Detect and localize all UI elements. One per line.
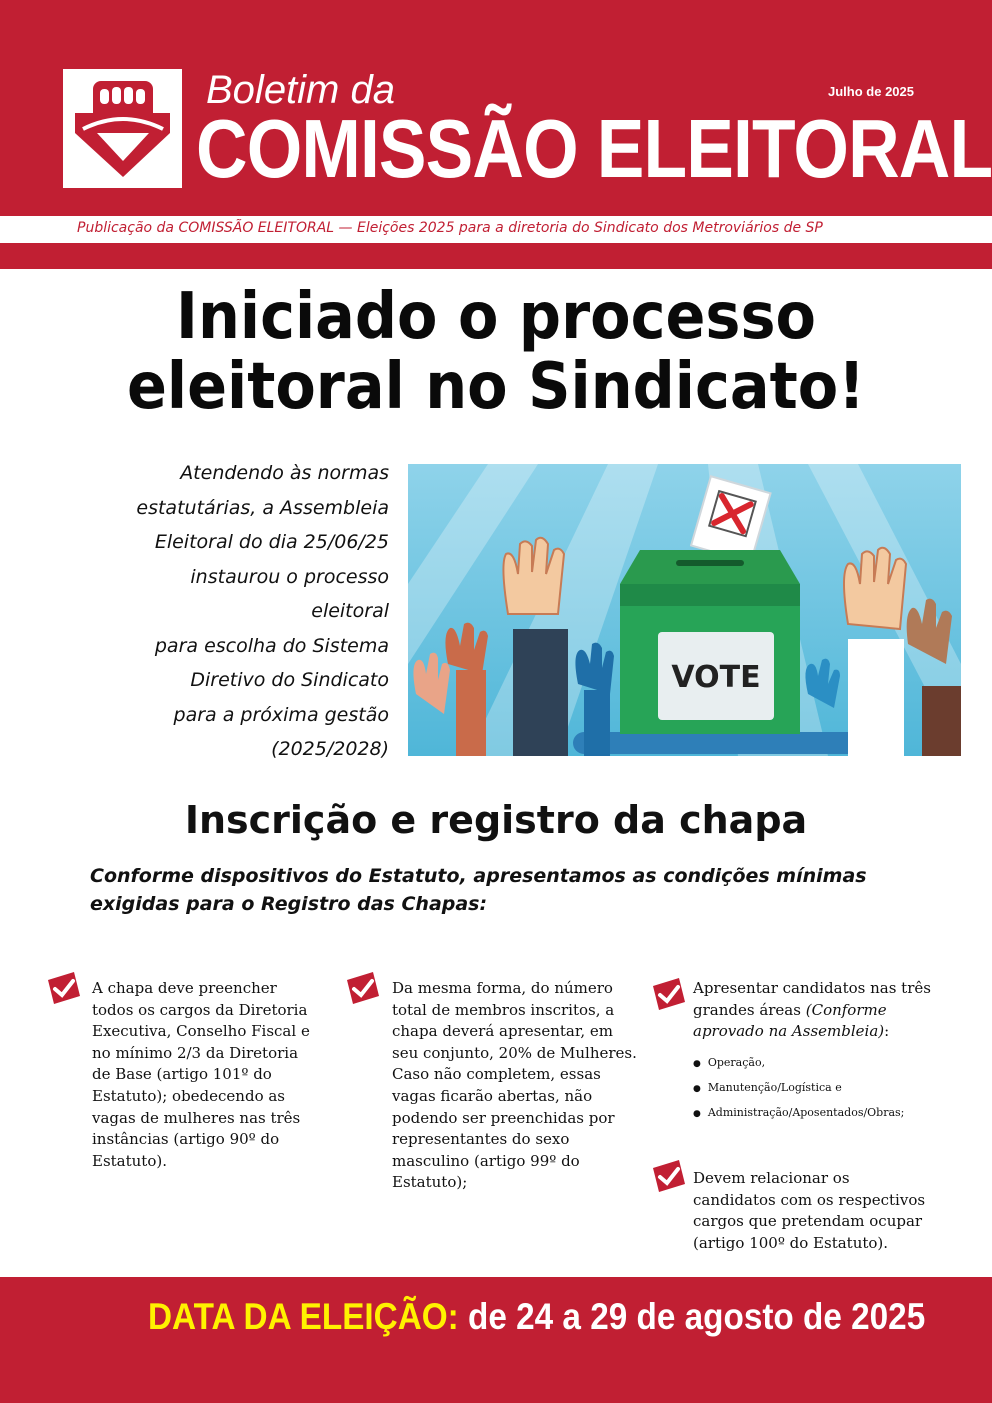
headline-line-1: Iniciado o processo [176, 280, 816, 354]
condition-4: Devem relacionar os candidatos com os respectivos cargos que pretendam ocupar (artigo 100º do Estatuto). [693, 1169, 926, 1252]
intro-line: eleitoral [311, 600, 389, 622]
headline-line-2: eleitoral no Sindicato! [126, 350, 866, 424]
raised-fist-logo-icon [63, 69, 182, 188]
election-date-range: de 24 a 29 de agosto de 2025 [458, 1296, 926, 1337]
red-checkmark-icon [44, 970, 84, 1006]
section-title: Inscrição e registro da chapa [184, 798, 808, 842]
ballot-box-vote-icon [408, 464, 961, 756]
area-item: ● Administração/Aposentados/Obras; [693, 1101, 933, 1126]
areas-list [693, 1051, 933, 1126]
bulletin-title-large: COMISSÃO ELEITORAL [196, 102, 992, 195]
conditions-intro-line-1: Conforme dispositivos do Estatuto, apresentamos as condições mínimas [90, 865, 867, 887]
intro-line: para a próxima gestão [173, 703, 389, 726]
condition-1: A chapa deve preencher todos os cargos da Diretoria Executiva, Conselho Fiscal e no mínimo 2/3 da Diretoria de Base (artigo 101º do Estatuto); obedecendo as vagas de mulheres nas três instâncias (artigo 90º do Estatuto). [92, 979, 310, 1170]
red-checkmark-icon [649, 1158, 689, 1194]
election-date [148, 1296, 925, 1338]
conditions-intro-line-2: exigidas para o Registro das Chapas: [90, 893, 488, 915]
intro-line: (2025/2028) [271, 738, 389, 760]
header-divider-bar [0, 243, 992, 269]
area-item: ● Manutenção/Logística e [693, 1076, 933, 1101]
conditions-intro [90, 862, 930, 918]
publication-line [0, 216, 992, 243]
intro-line: estatutárias, a Assembleia [136, 496, 389, 519]
intro-line: para escolha do Sistema [154, 634, 389, 657]
red-checkmark-icon [649, 976, 689, 1012]
masthead-banner [0, 0, 992, 216]
issue-date: Julho de 2025 [828, 84, 914, 99]
intro-line: Eleitoral do dia 25/06/25 [154, 531, 389, 553]
election-date-label: DATA DA ELEIÇÃO: [148, 1296, 459, 1337]
intro-paragraph [96, 456, 389, 767]
intro-line: instaurou o processo [190, 565, 389, 588]
publication-line-text: Publicação da COMISSÃO ELEITORAL — Eleições 2025 para a diretoria do Sindicato dos Metroviários de SP [77, 220, 823, 236]
main-headline [40, 282, 953, 422]
condition-3 [693, 978, 933, 1126]
condition-2: Da mesma forma, do número total de membros inscritos, a chapa deverá apresentar, em seu conjunto, 20% de Mulheres. Caso não completem, essas vagas ficarão abertas, não podendo ser preenchidas por representantes do sexo masculino (artigo 99º do Estatuto); [392, 979, 637, 1192]
condition-3-colon: : [884, 1022, 890, 1041]
condition-3-text: Apresentar candidatos nas três grandes áreas [693, 979, 931, 1019]
area-item: ● Operação, [693, 1051, 933, 1076]
vote-label: VOTE [671, 660, 761, 695]
intro-line: Diretivo do Sindicato [190, 669, 389, 691]
intro-line: Atendendo às normas [180, 462, 389, 484]
bulletin-title-small: Boletim da [206, 68, 395, 112]
red-checkmark-icon [343, 970, 383, 1006]
condition-3-note: (Conforme aprovado na Assembleia) [693, 1000, 887, 1041]
